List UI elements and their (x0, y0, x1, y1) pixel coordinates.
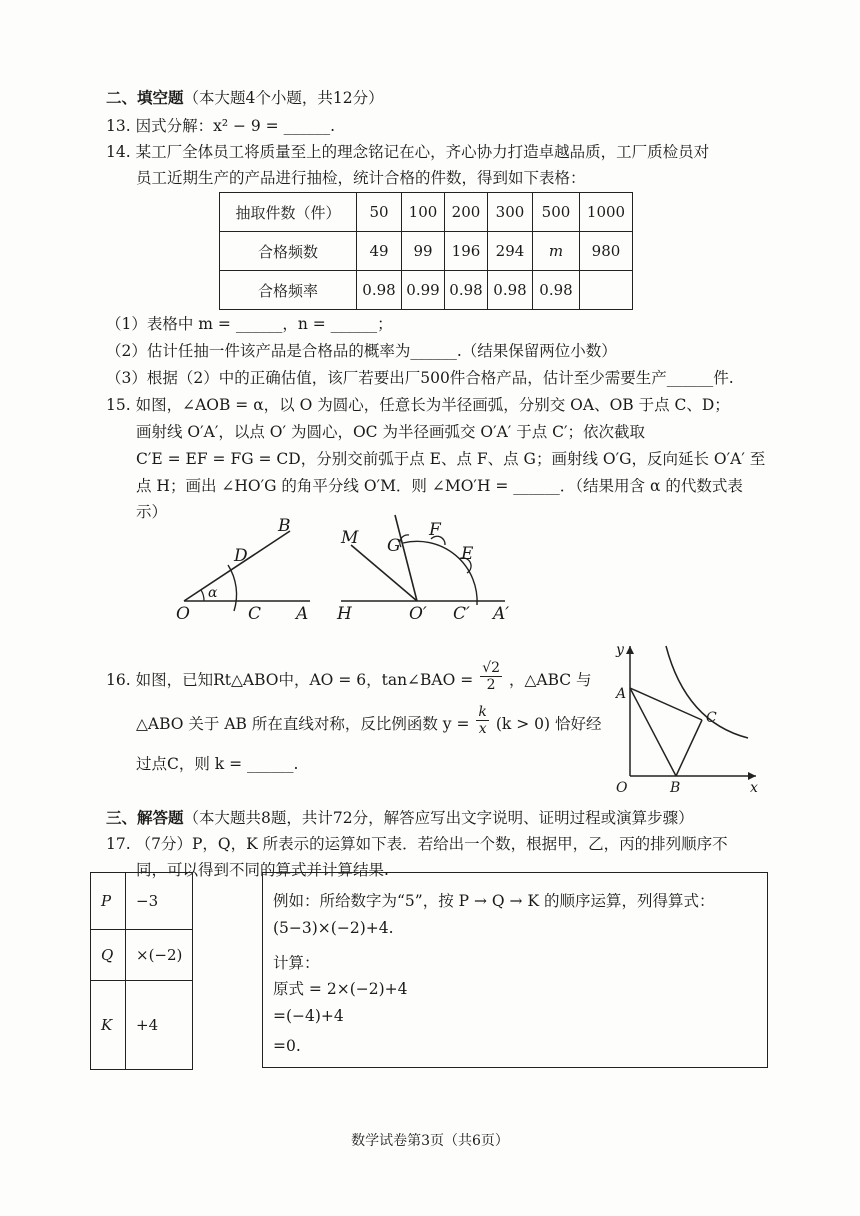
section-3-header (106, 806, 694, 828)
example-line-2: (5−3)×(−2)+4. (273, 919, 394, 937)
segment-cb (676, 720, 702, 776)
table-cell: 0.98 (357, 271, 402, 310)
example-box (262, 872, 768, 1068)
row-label: 抽取件数（件） (220, 193, 357, 232)
label-F: F (429, 520, 441, 540)
table-row (220, 271, 633, 310)
q17-line-1: （7分）P，Q，K 所表示的运算如下表．若给出一个数，根据甲，乙，丙的排列顺序不 (135, 835, 728, 853)
label-B: B (278, 516, 291, 536)
segment-ac (630, 688, 702, 720)
q17-line-2: 同，可以得到不同的算式并计算结果. (136, 861, 389, 879)
label-A-prime: A′ (493, 604, 510, 624)
table-cell: 300 (488, 193, 533, 232)
label-H: H (337, 604, 352, 624)
q14-number: 14. (106, 143, 131, 161)
segment-ab (630, 688, 676, 776)
table-cell: 294 (488, 232, 533, 271)
table-row (91, 981, 193, 1070)
example-line-5: =(−4)+4 (273, 1007, 344, 1025)
q13-number: 13. (106, 117, 131, 135)
table-cell: 100 (402, 193, 445, 232)
q15-line-3: C′E = EF = FG = CD，分别交前弧于点 E、点 F、点 G；画射线 O′G，反向延长 O′A′ 至 (136, 450, 766, 468)
op-value: ×(−2) (126, 930, 193, 981)
label-G: G (387, 536, 401, 556)
q16-frac-den: 2 (486, 676, 496, 693)
table-cell: 0.98 (533, 271, 580, 310)
table-cell: 49 (357, 232, 402, 271)
op-symbol: Q (91, 930, 126, 981)
question-15 (106, 393, 730, 415)
q15-line-4: 点 H；画出 ∠HO′G 的角平分线 O′M．则 ∠MO′H = ______．（结果用含 α 的代数式表 (136, 477, 743, 495)
q15-figure-2 (335, 515, 535, 625)
example-line-1: 例如：所给数字为“5”，按 P → Q → K 的顺序运算，列得算式： (273, 892, 715, 910)
page-footer: 数学试卷第3页（共6页） (351, 1133, 509, 1149)
label-B-graph: B (670, 780, 681, 796)
ray-og (395, 515, 417, 601)
table-row (91, 873, 193, 930)
label-C-prime: C′ (453, 604, 470, 624)
q15-figure-1 (170, 515, 330, 625)
q16-graph (608, 642, 768, 796)
label-A-graph: A (616, 686, 627, 702)
q16-k-over-x (476, 704, 488, 737)
op-symbol: K (91, 981, 126, 1070)
question-17 (106, 832, 728, 854)
example-line-6: =0. (273, 1037, 301, 1055)
q16-line-2b: (k > 0) 恰好经 (495, 715, 602, 733)
label-C-graph: C (706, 710, 717, 726)
q15-number: 15. (106, 396, 131, 414)
section-2-header (106, 86, 384, 108)
x-axis-arrow (748, 772, 756, 780)
label-A: A (296, 604, 309, 624)
angle-mark (201, 590, 204, 601)
y-axis-arrow (626, 646, 634, 654)
table-cell: 200 (445, 193, 488, 232)
q14-line-2: 员工近期生产的产品进行抽检，统计合格的件数，得到如下表格： (136, 169, 586, 187)
table-cell: 0.99 (402, 271, 445, 310)
q14-sub-3: （3）根据（2）中的正确估值，该厂若要出厂500件合格产品，估计至少需要生产______件. (106, 369, 734, 387)
q15-line-5: 示） (136, 503, 168, 521)
label-O-graph: O (616, 780, 628, 796)
q16-line-1b: ，△ABC 与 (508, 671, 592, 689)
label-M: M (341, 528, 359, 548)
table-cell: 1000 (580, 193, 633, 232)
q16-sqrt2-fraction (480, 660, 502, 693)
question-16-line-2 (136, 703, 602, 737)
operation-table (90, 872, 193, 1070)
label-D: D (234, 546, 248, 566)
table-cell: 0.98 (445, 271, 488, 310)
q15-line-2: 画射线 O′A′，以点 O′ 为圆心，OC 为半径画弧交 O′A′ 于点 C′；依次截取 (136, 423, 646, 441)
row-label: 合格频率 (220, 271, 357, 310)
table-cell: 500 (533, 193, 580, 232)
example-line-3: 计算： (273, 954, 320, 972)
example-line-4: 原式 = 2×(−2)+4 (273, 980, 408, 998)
q16-frac-num: √2 (482, 659, 501, 676)
question-13 (106, 114, 335, 136)
table-cell (580, 271, 633, 310)
q15-line-1: 如图，∠AOB = α，以 O 为圆心，任意长为半径画弧，分别交 OA、OB 于点 C、D； (135, 396, 730, 414)
label-alpha: α (208, 585, 218, 601)
section-3-note: （本大题共8题，共计72分，解答应写出文字说明、证明过程或演算步骤） (183, 809, 694, 827)
table-row (220, 193, 633, 232)
section-2-note: （本大题4个小题，共12分） (183, 89, 384, 107)
label-E: E (461, 544, 474, 564)
q16-k-num: k (478, 703, 487, 720)
q16-line-2a: △ABO 关于 AB 所在直线对称，反比例函数 y = (136, 715, 470, 733)
row-label: 合格频数 (220, 232, 357, 271)
table-cell: m (533, 232, 580, 271)
op-symbol: P (91, 873, 126, 930)
table-cell: 980 (580, 232, 633, 271)
q14-sub-1: （1）表格中 m = ______，n = ______； (106, 315, 393, 333)
question-16-line-1 (106, 659, 592, 693)
op-value: −3 (126, 873, 193, 930)
table-row (220, 232, 633, 271)
q13-text: 因式分解：x² − 9 = ______. (135, 117, 336, 135)
section-2-title: 二、填空题 (106, 88, 184, 107)
frequency-table (219, 192, 633, 310)
table-cell: 196 (445, 232, 488, 271)
q16-line-3: 过点C，则 k = ______. (136, 755, 299, 773)
label-O: O (176, 604, 190, 624)
label-C: C (248, 604, 262, 624)
table-cell: 50 (357, 193, 402, 232)
q17-number: 17. (106, 835, 131, 853)
q14-line-1: 某工厂全体员工将质量至上的理念铭记在心，齐心协力打造卓越品质，工厂质检员对 (135, 143, 710, 161)
question-14 (106, 140, 709, 162)
label-x: x (750, 780, 758, 796)
section-3-title: 三、解答题 (106, 808, 184, 827)
label-O-prime: O′ (409, 604, 427, 624)
label-y: y (616, 642, 624, 658)
q16-k-den: x (478, 720, 487, 737)
q16-line-1a: 如图，已知Rt△ABO中，AO = 6，tan∠BAO = (135, 671, 474, 689)
table-row (91, 930, 193, 981)
table-cell: 0.98 (488, 271, 533, 310)
table-cell: 99 (402, 232, 445, 271)
q14-sub-2: （2）估计任抽一件该产品是合格品的概率为______.（结果保留两位小数） (106, 342, 617, 360)
q16-number: 16. (106, 671, 131, 689)
ray-om (351, 545, 417, 601)
op-value: +4 (126, 981, 193, 1070)
